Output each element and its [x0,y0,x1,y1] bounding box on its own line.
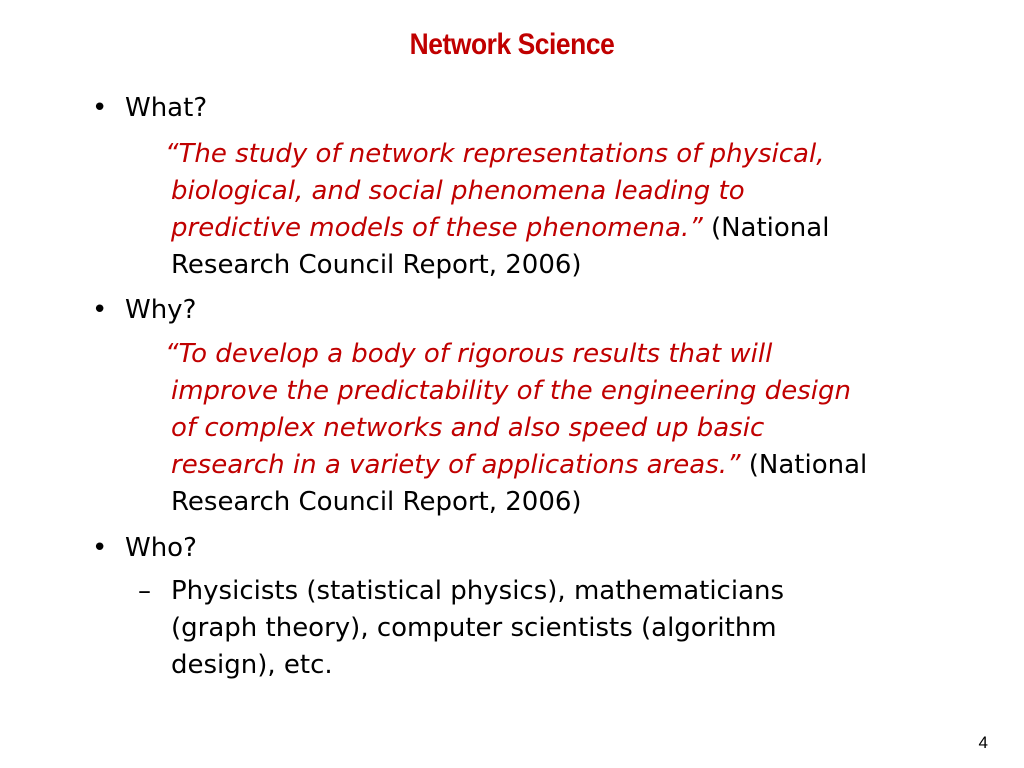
page-number: 4 [978,733,988,752]
why-quote-text: improve the predictability of the engineering design [171,376,851,406]
why-quote-line [171,410,867,447]
who-line: Physicists (statistical physics), mathematicians [171,576,785,606]
who-line: (graph theory), computer scientists (algorithm [171,613,777,643]
who-line: design), etc. [171,650,333,680]
why-quote-line [171,447,867,484]
what-quote-source: Research Council Report, 2006) [171,250,582,280]
bullet-what [92,93,207,123]
slide-title: Network Science [409,28,615,61]
bullet-dot: • [92,93,108,123]
why-quote-source: (National [740,450,868,480]
why-quote-text: “To develop a body of rigorous results that will [165,339,773,369]
bullet-why-label: Why? [125,295,197,325]
what-quote-text: predictive models of these phenomena.” [171,213,703,243]
what-quote-text: “The study of network representations of physical, [165,139,825,169]
bullet-dot: • [92,533,108,563]
what-quote-text: biological, and social phenomena leading to [171,176,745,206]
bullet-who [92,533,197,563]
what-quote-line [171,247,830,284]
why-quote-line [171,484,867,521]
what-quote-line [171,210,830,247]
bullet-dot: • [92,295,108,325]
what-quote [165,136,830,284]
why-quote-line [171,373,867,410]
why-quote-source: Research Council Report, 2006) [171,487,582,517]
why-quote [165,336,868,521]
what-quote-source: (National [702,213,830,243]
what-quote-line [165,136,824,173]
why-quote-text: of complex networks and also speed up basic [171,413,765,443]
bullet-who-label: Who? [125,533,197,563]
what-quote-line [171,173,830,210]
who-subitem [138,573,785,684]
why-quote-line [165,336,861,373]
bullet-why [92,295,196,325]
dash-marker: – [138,576,151,606]
bullet-what-label: What? [125,93,208,123]
why-quote-text: research in a variety of applications areas.” [171,450,741,480]
